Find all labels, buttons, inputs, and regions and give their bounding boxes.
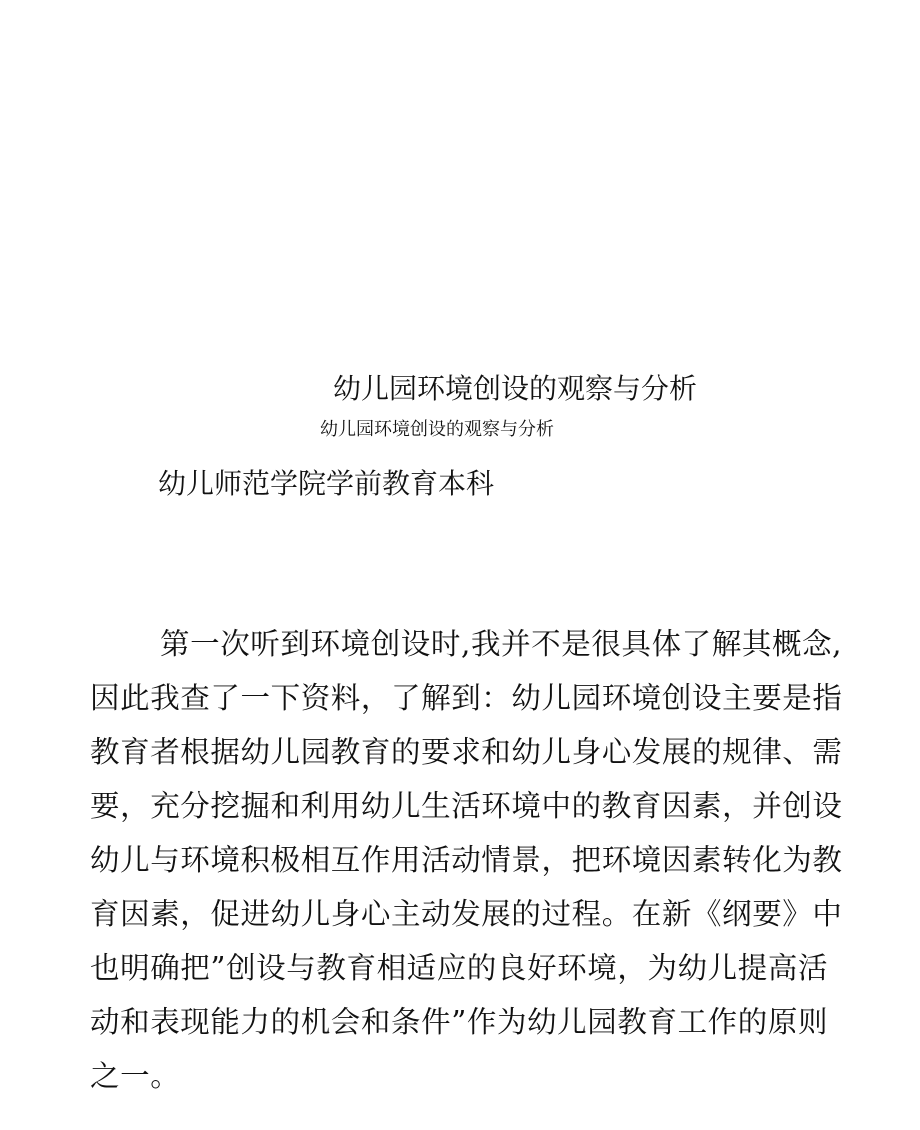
paragraph-line: 因此我查了一下资料，了解到：幼儿园环境创设主要是指 bbox=[90, 681, 843, 715]
paragraph-line: 动和表现能力的机会和条件”作为幼儿园教育工作的原则 bbox=[90, 1005, 829, 1039]
document-subtitle: 幼儿园环境创设的观察与分析 bbox=[320, 419, 554, 440]
document-title: 幼儿园环境创设的观察与分析 bbox=[333, 372, 698, 405]
paragraph-line: 教育者根据幼儿园教育的要求和幼儿身心发展的规律、需 bbox=[90, 735, 843, 769]
paragraph-line: 幼儿与环境积极相互作用活动情景，把环境因素转化为教 bbox=[90, 843, 843, 877]
paragraph-line: 要，充分挖掘和利用幼儿生活环境中的教育因素，并创设 bbox=[90, 789, 843, 823]
paragraph-line: 育因素，促进幼儿身心主动发展的过程。在新《纲要》中 bbox=[90, 897, 843, 931]
paragraph-line: 之一。 bbox=[90, 1059, 181, 1093]
paragraph-line: 也明确把”创设与教育相适应的良好环境，为幼儿提高活 bbox=[90, 951, 829, 985]
author-affiliation: 幼儿师范学院学前教育本科 bbox=[158, 467, 495, 500]
paragraph-line: 第一次听到环境创设时,我并不是很具体了解其概念, bbox=[160, 627, 843, 661]
